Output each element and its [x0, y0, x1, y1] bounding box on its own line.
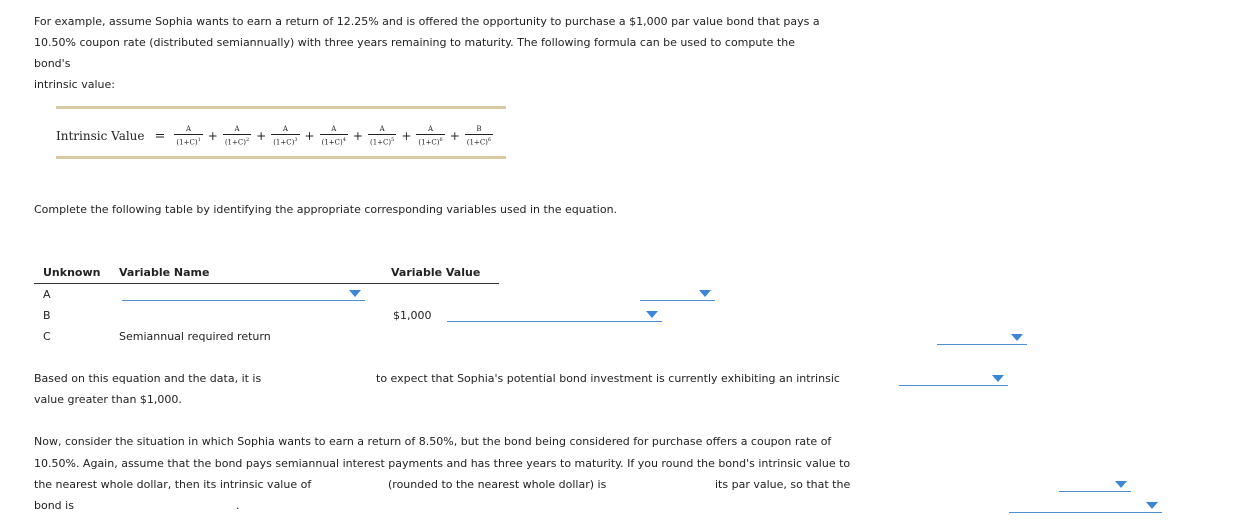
denominator-exponent: 2 [245, 136, 250, 143]
row-b-name-dropdown[interactable] [447, 307, 662, 322]
equals-sign: = [154, 128, 166, 144]
intrinsic-value-dropdown[interactable] [1059, 477, 1131, 492]
denominator-base: (1+C) [418, 138, 440, 147]
para-2-line-1: Now, consider the situation in which Sophia wants to earn a return of 8.50%, but the bond being considered for purchase offers a coupon rate of [34, 435, 832, 448]
row-c-value-dropdown[interactable] [937, 330, 1027, 345]
chevron-down-icon [1115, 481, 1127, 488]
chevron-down-icon [1146, 502, 1158, 509]
row-a-unknown: A [43, 288, 51, 301]
plus-sign: + [256, 129, 267, 143]
fraction-numerator: A [282, 124, 288, 133]
para-2-line-3b: (rounded to the nearest whole dollar) is [388, 478, 607, 491]
fraction-denominator [223, 134, 251, 147]
plus-sign: + [304, 129, 315, 143]
denominator-exponent: 1 [197, 136, 201, 143]
equation-fraction [416, 125, 444, 147]
denominator-exponent: 4 [342, 136, 346, 143]
equation-fraction [368, 125, 396, 147]
intrinsic-value-equation [56, 121, 494, 151]
table-instruction: Complete the following table by identifying the appropriate corresponding variables used in the equation. [34, 203, 618, 216]
para-2-line-3a: the nearest whole dollar, then its intrinsic value of [34, 478, 312, 491]
equation-bottom-rule [56, 156, 506, 159]
intro-paragraph [34, 11, 834, 95]
chevron-down-icon [646, 311, 658, 318]
plus-sign: + [207, 129, 218, 143]
intro-line: intrinsic value: [34, 78, 115, 91]
row-b-unknown: B [43, 309, 51, 322]
denominator-exponent: 3 [294, 136, 298, 143]
plus-sign: + [449, 129, 460, 143]
sentence-1-line-2: value greater than $1,000. [34, 393, 182, 406]
fraction-denominator [320, 134, 348, 147]
plus-sign: + [401, 129, 412, 143]
chevron-down-icon [349, 290, 361, 297]
denominator-exponent: 5 [391, 136, 395, 143]
plus-sign: + [352, 129, 363, 143]
chevron-down-icon [1011, 334, 1023, 341]
sentence-1-after: to expect that Sophia's potential bond investment is currently exhibiting an intrinsic [376, 372, 840, 385]
denominator-base: (1+C) [273, 138, 295, 147]
fraction-denominator [368, 134, 396, 147]
equation-top-rule [56, 106, 506, 109]
fraction-numerator: A [234, 124, 240, 133]
expectation-dropdown[interactable] [899, 371, 1008, 386]
row-a-value-dropdown[interactable] [640, 286, 715, 301]
chevron-down-icon [992, 375, 1004, 382]
sentence-1-before: Based on this equation and the data, it is [34, 372, 262, 385]
fraction-denominator [416, 134, 444, 147]
para-2-line-2: 10.50%. Again, assume that the bond pays semiannual interest payments and has three years to maturity. If you round the bond's intrinsic value to [34, 457, 851, 470]
fraction-numerator: B [476, 124, 482, 133]
denominator-exponent: 6 [487, 136, 492, 143]
row-c-unknown: C [43, 330, 51, 343]
denominator-base: (1+C) [224, 138, 246, 147]
intro-line: 10.50% coupon rate (distributed semiannually) with three years remaining to maturity. The following formula can be used to compute the bond's [34, 36, 795, 70]
header-variable-value: Variable Value [391, 266, 481, 279]
chevron-down-icon [699, 290, 711, 297]
variables-table-header [34, 266, 499, 284]
intro-line: For example, assume Sophia wants to earn a return of 12.25% and is offered the opportunity to purchase a $1,000 par value bond that pays a [34, 15, 820, 28]
row-b-value: $1,000 [393, 309, 432, 322]
equation-fraction [174, 125, 202, 147]
denominator-base: (1+C) [466, 138, 488, 147]
equation-fraction [465, 125, 493, 147]
fraction-numerator: A [379, 124, 385, 133]
equation-fraction [320, 125, 348, 147]
para-2-line-4a: bond is [34, 499, 74, 512]
sentence-1-line-1 [34, 372, 261, 385]
row-a-name-dropdown[interactable] [122, 286, 365, 301]
denominator-base: (1+C) [369, 138, 392, 147]
fraction-numerator: A [186, 124, 192, 133]
header-unknown: Unknown [43, 266, 101, 279]
fraction-denominator [271, 134, 299, 147]
header-variable-name: Variable Name [119, 266, 210, 279]
equation-box [56, 106, 506, 159]
equation-fraction [223, 125, 251, 147]
fraction-numerator: A [331, 124, 337, 133]
fraction-denominator [465, 134, 493, 147]
equation-fraction [271, 125, 299, 147]
fraction-denominator [174, 134, 202, 147]
denominator-exponent: 6 [439, 136, 443, 143]
denominator-base: (1+C) [176, 138, 198, 147]
equation-label: Intrinsic Value [56, 129, 145, 143]
para-2-line-4b: . [236, 499, 240, 512]
para-2-line-3c: its par value, so that the [715, 478, 851, 491]
bond-status-dropdown[interactable] [1009, 498, 1162, 513]
fraction-numerator: A [428, 124, 434, 133]
row-c-name: Semiannual required return [119, 330, 271, 343]
denominator-base: (1+C) [321, 138, 343, 147]
